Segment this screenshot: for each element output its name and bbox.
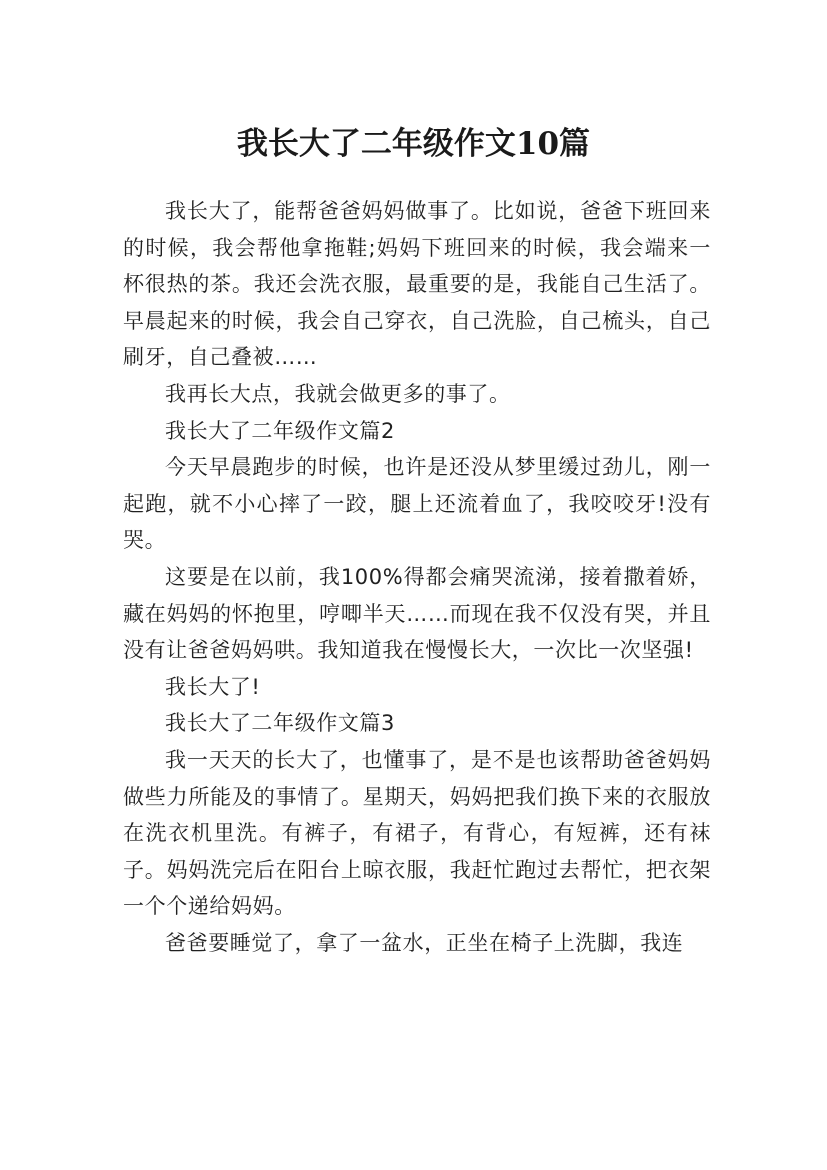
paragraph: 今天早晨跑步的时候，也许是还没从梦里缓过劲儿，刚一起跑，就不小心摔了一跤，腿上还流着血了，我咬咬牙!没有哭。 xyxy=(123,455,711,553)
paragraph: 我再长大点，我就会做更多的事了。 xyxy=(165,381,511,406)
document-title: 我长大了二年级作文10篇 xyxy=(236,125,591,162)
paragraph: 我长大了! xyxy=(165,674,261,699)
paragraph: 我一天天的长大了，也懂事了，是不是也该帮助爸爸妈妈做些力所能及的事情了。星期天，妈妈把我们换下来的衣服放在洗衣机里洗。有裤子，有裙子，有背心，有短裤，还有袜子。妈妈洗完后在阳台上晾衣服，我赶忙跑过去帮忙，把衣架一个个递给妈妈。 xyxy=(123,747,711,919)
document-body xyxy=(123,193,711,961)
paragraph: 爸爸要睡觉了，拿了一盆水，正坐在椅子上洗脚，我连 xyxy=(165,930,684,955)
section-heading: 我长大了二年级作文篇3 xyxy=(165,711,395,736)
paragraph: 这要是在以前，我100%得都会痛哭流涕，接着撒着娇，藏在妈妈的怀抱里，哼唧半天……而现在我不仅没有哭，并且没有让爸爸妈妈哄。我知道我在慢慢长大，一次比一次坚强! xyxy=(123,564,711,663)
section-heading: 我长大了二年级作文篇2 xyxy=(165,418,395,443)
paragraph: 我长大了，能帮爸爸妈妈做事了。比如说，爸爸下班回来的时候，我会帮他拿拖鞋;妈妈下班回来的时候，我会端来一杯很热的茶。我还会洗衣服，最重要的是，我能自己生活了。早晨起来的时候，我会自己穿衣，自己洗脸，自己梳头，自己刷牙，自己叠被…… xyxy=(123,199,711,370)
